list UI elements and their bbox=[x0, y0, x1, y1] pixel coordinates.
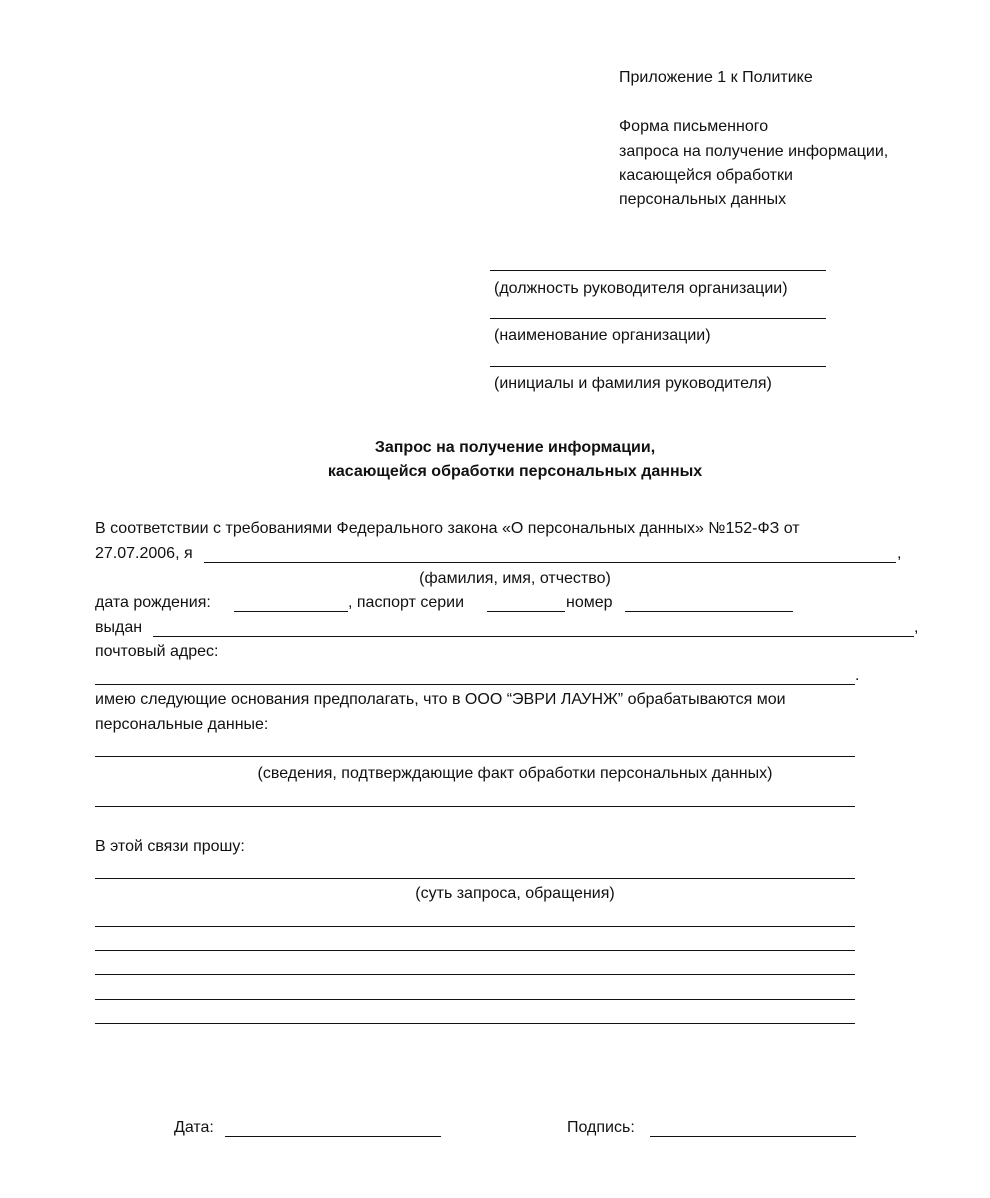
request-field-line-2[interactable] bbox=[95, 926, 855, 927]
evidence-field-line-1[interactable] bbox=[95, 756, 855, 757]
form-title-line-4: персональных данных bbox=[619, 191, 787, 208]
issued-comma: , bbox=[914, 619, 919, 636]
fio-comma: , bbox=[897, 545, 902, 562]
passport-series-label: , паспорт серии bbox=[348, 594, 465, 611]
fio-field-line[interactable] bbox=[204, 562, 896, 563]
issued-label: выдан bbox=[95, 619, 143, 636]
grounds-line-2: персональные данные: bbox=[95, 716, 269, 733]
issued-field-line[interactable] bbox=[153, 636, 914, 637]
postal-address-period: . bbox=[855, 667, 860, 684]
position-caption: (должность руководителя организации) bbox=[494, 280, 788, 297]
org-field-line[interactable] bbox=[490, 318, 826, 319]
form-title-line-1: Форма письменного bbox=[619, 118, 769, 135]
intro-line-1: В соответствии с требованиями Федерального закона «О персональных данных» №152-ФЗ от bbox=[95, 520, 800, 537]
date-field-line[interactable] bbox=[225, 1136, 441, 1137]
signature-field-line[interactable] bbox=[650, 1136, 856, 1137]
request-field-line-5[interactable] bbox=[95, 999, 855, 1000]
request-title-line-2: касающейся обработки персональных данных bbox=[327, 463, 703, 480]
grounds-line-1: имею следующие основания предполагать, что в ООО “ЭВРИ ЛАУНЖ” обрабатываются мои bbox=[95, 691, 786, 708]
evidence-caption: (сведения, подтверждающие факт обработки персональных данных) bbox=[257, 765, 773, 782]
postal-address-field-line[interactable] bbox=[95, 684, 855, 685]
position-field-line[interactable] bbox=[490, 270, 826, 271]
request-field-line-1[interactable] bbox=[95, 878, 855, 879]
request-field-line-6[interactable] bbox=[95, 1023, 855, 1024]
evidence-field-line-2[interactable] bbox=[95, 806, 855, 807]
passport-number-field-line[interactable] bbox=[625, 611, 793, 612]
request-field-line-3[interactable] bbox=[95, 950, 855, 951]
birth-date-label: дата рождения: bbox=[95, 594, 211, 611]
intro-line-2: 27.07.2006, я bbox=[95, 545, 193, 562]
request-label: В этой связи прошу: bbox=[95, 838, 245, 855]
appendix-label: Приложение 1 к Политике bbox=[619, 69, 813, 86]
postal-address-label: почтовый адрес: bbox=[95, 643, 219, 660]
signature-label: Подпись: bbox=[567, 1119, 635, 1136]
org-caption: (наименование организации) bbox=[494, 327, 711, 344]
request-field-line-4[interactable] bbox=[95, 974, 855, 975]
request-title-line-1: Запрос на получение информации, bbox=[374, 439, 656, 456]
passport-series-field-line[interactable] bbox=[487, 611, 565, 612]
passport-number-label: номер bbox=[566, 594, 613, 611]
head-field-line[interactable] bbox=[490, 366, 826, 367]
form-title-line-2: запроса на получение информации, bbox=[619, 143, 889, 160]
birth-date-field-line[interactable] bbox=[234, 611, 348, 612]
date-label: Дата: bbox=[174, 1119, 214, 1136]
fio-caption: (фамилия, имя, отчество) bbox=[419, 570, 611, 587]
request-caption: (суть запроса, обращения) bbox=[415, 885, 615, 902]
form-title-line-3: касающейся обработки bbox=[619, 167, 793, 184]
head-caption: (инициалы и фамилия руководителя) bbox=[494, 375, 772, 392]
